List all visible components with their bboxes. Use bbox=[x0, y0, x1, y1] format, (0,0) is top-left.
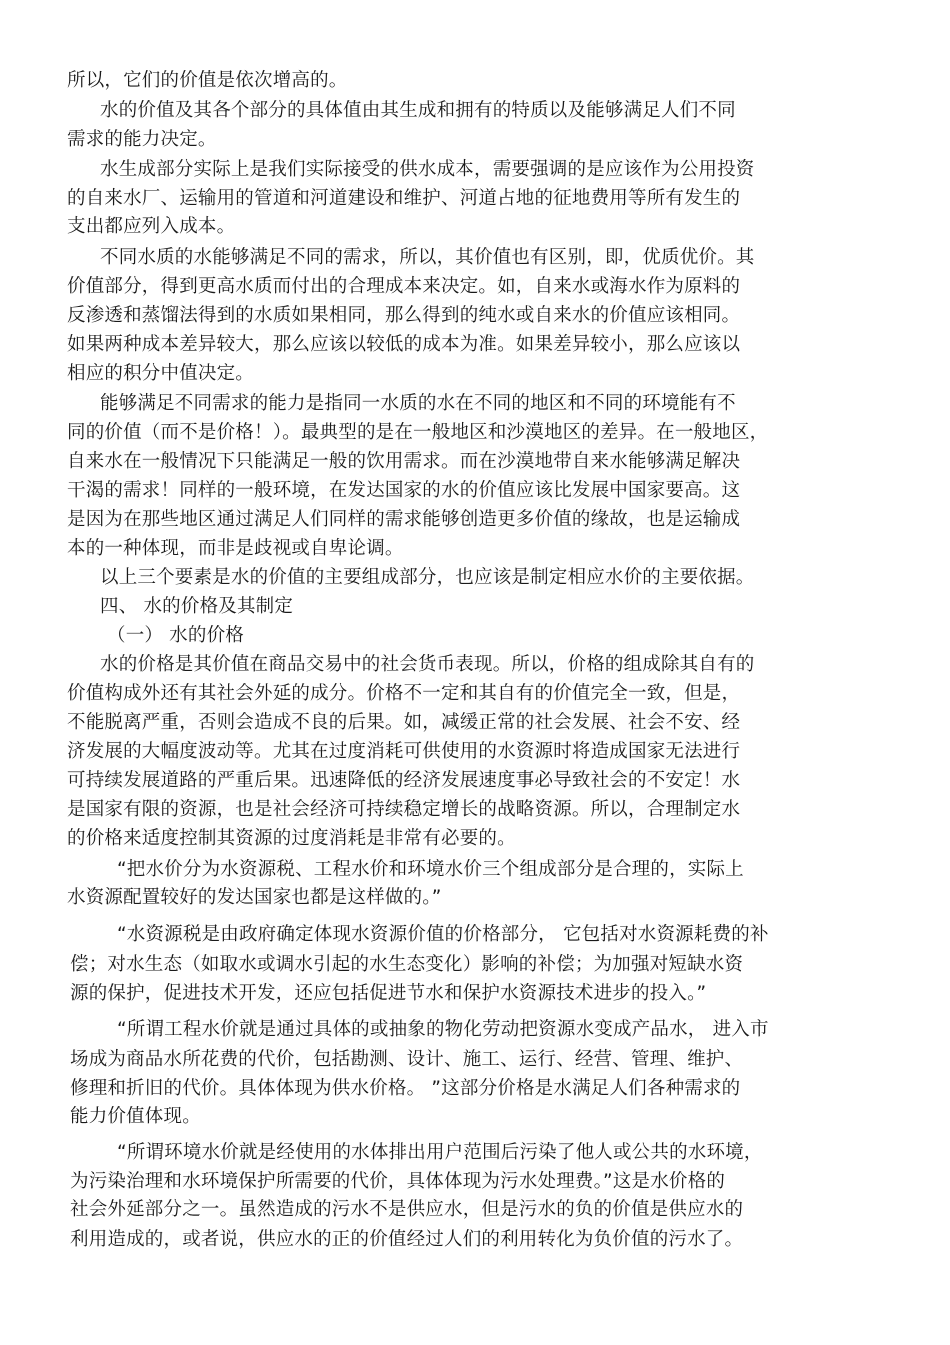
quote-line: “所谓环境水价就是经使用的水体排出用户范围后污染了他人或公共的水环境， bbox=[117, 1142, 763, 1163]
text-line: 水的价格是其价值在商品交易中的社会货币表现。所以，价格的组成除其自有的 bbox=[100, 654, 755, 675]
quote-line: “所谓工程水价就是通过具体的或抽象的物化劳动把资源水变成产品水， 进入市 bbox=[117, 1019, 769, 1040]
quote-line: 水资源配置较好的发达国家也都是这样做的。” bbox=[67, 887, 442, 908]
quote-line: 偿；对水生态（如取水或调水引起的水生态变化）影响的补偿；为加强对短缺水资 bbox=[70, 954, 744, 975]
text-line: 需求的能力决定。 bbox=[67, 129, 217, 150]
text-line: 所以，它们的价值是依次增高的。 bbox=[67, 70, 348, 91]
text-line: 价值部分，得到更高水质而付出的合理成本来决定。如，自来水或海水作为原料的 bbox=[67, 276, 741, 297]
text-line: 不同水质的水能够满足不同的需求，所以，其价值也有区别，即，优质优价。其 bbox=[100, 247, 755, 268]
text-line: 是因为在那些地区通过满足人们同样的需求能够创造更多价值的缘故，也是运输成 bbox=[67, 509, 741, 530]
text-line: 济发展的大幅度波动等。尤其在过度消耗可供使用的水资源时将造成国家无法进行 bbox=[67, 741, 741, 762]
text-line: 干渴的需求！同样的一般环境，在发达国家的水的价值应该比发展中国家要高。这 bbox=[67, 480, 741, 501]
text-line: 支出都应列入成本。 bbox=[67, 216, 236, 237]
text-line: 反渗透和蒸馏法得到的水质如果相同，那么得到的纯水或自来水的价值应该相同。 bbox=[67, 305, 741, 326]
quote-line: 场成为商品水所花费的代价，包括勘测、设计、施工、运行、经营、管理、维护、 bbox=[70, 1049, 744, 1070]
text-line: 可持续发展道路的严重后果。迅速降低的经济发展速度事必导致社会的不安定！水 bbox=[67, 770, 741, 791]
text-line: 同的价值（而不是价格！）。最典型的是在一般地区和沙漠地区的差异。在一般地区， bbox=[67, 422, 769, 443]
text-line: 是国家有限的资源，也是社会经济可持续稳定增长的战略资源。所以，合理制定水 bbox=[67, 799, 741, 820]
text-line: 如果两种成本差异较大，那么应该以较低的成本为准。如果差异较小，那么应该以 bbox=[67, 334, 741, 355]
section-heading: 四、 水的价格及其制定 bbox=[100, 596, 294, 617]
quote-line: 为污染治理和水环境保护所需要的代价，具体体现为污水处理费。”这是水价格的 bbox=[70, 1171, 726, 1192]
text-line: 水生成部分实际上是我们实际接受的供水成本，需要强调的是应该作为公用投资 bbox=[100, 159, 755, 180]
text-line: 以上三个要素是水的价值的主要组成部分，也应该是制定相应水价的主要依据。 bbox=[100, 567, 755, 588]
text-line: 能力价值体现。 bbox=[70, 1106, 201, 1127]
text-line: 自来水在一般情况下只能满足一般的饮用需求。而在沙漠地带自来水能够满足解决 bbox=[67, 451, 741, 472]
text-line: 社会外延部分之一。虽然造成的污水不是供应水，但是污水的负的价值是供应水的 bbox=[70, 1199, 744, 1220]
quote-line: “水资源税是由政府确定体现水资源价值的价格部分， 它包括对水资源耗费的补 bbox=[117, 924, 769, 945]
text-line: 不能脱离严重，否则会造成不良的后果。如，减缓正常的社会发展、社会不安、经 bbox=[67, 712, 741, 733]
text-line: 本的一种体现，而非是歧视或自卑论调。 bbox=[67, 538, 404, 559]
quote-line: 修理和折旧的代价。具体体现为供水价格。 ”这部分价格是水满足人们各种需求的 bbox=[70, 1078, 741, 1099]
quote-line: “把水价分为水资源税、工程水价和环境水价三个组成部分是合理的，实际上 bbox=[117, 859, 744, 880]
text-line: 相应的积分中值决定。 bbox=[67, 363, 255, 384]
text-line: 水的价值及其各个部分的具体值由其生成和拥有的特质以及能够满足人们不同 bbox=[100, 100, 736, 121]
text-line: 的价格来适度控制其资源的过度消耗是非常有必要的。 bbox=[67, 828, 516, 849]
quote-line: 源的保护，促进技术开发，还应包括促进节水和保护水资源技术进步的投入。” bbox=[70, 983, 707, 1004]
text-line: 利用造成的，或者说，供应水的正的价值经过人们的利用转化为负价值的污水了。 bbox=[70, 1229, 744, 1250]
text-line: 价值构成外还有其社会外延的成分。价格不一定和其自有的价值完全一致，但是， bbox=[67, 683, 741, 704]
subsection-heading: （一） 水的价格 bbox=[107, 625, 244, 646]
text-line: 能够满足不同需求的能力是指同一水质的水在不同的地区和不同的环境能有不 bbox=[100, 393, 736, 414]
text-line: 的自来水厂、运输用的管道和河道建设和维护、河道占地的征地费用等所有发生的 bbox=[67, 188, 741, 209]
